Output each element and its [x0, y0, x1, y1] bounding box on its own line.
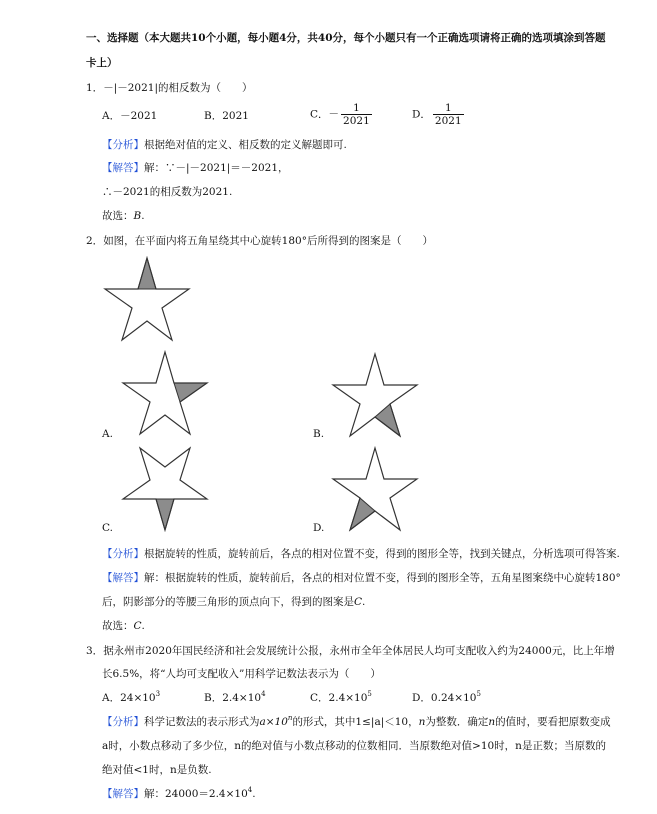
q3-analysis-line3: 绝对值<1时，n是负数.	[102, 764, 212, 776]
original-star-figure	[102, 256, 192, 342]
q3-option-c: C．$2.4\times 10^5$	[310, 690, 372, 704]
option-b-star-outline	[333, 354, 417, 436]
q1-answer: 故选：B.	[102, 210, 145, 222]
q1-option-c: C．－ $\frac{1}{2021}$	[310, 102, 370, 127]
option-c-star-figure	[120, 446, 210, 532]
q1-solution-line2: ∴－2021的相反数为2021.	[102, 186, 233, 198]
q2-option-a-label: A.	[102, 428, 113, 440]
q2-answer: 故选：C.	[102, 620, 145, 632]
question-3-stem-line1: 3．据永州市2020年国民经济和社会发展统计公报，永州市全年全体居民人均可支配收入约为24000元，比上年增	[86, 645, 615, 657]
q2-option-c-label: C.	[102, 522, 113, 534]
option-d-star-figure	[330, 446, 420, 532]
q1-option-a: A．－2021	[102, 110, 158, 122]
q2-solution-line1: 【解答】解：根据旋转的性质，旋转前后，各点的相对位置不变，得到的图形全等，五角星图案绕中心旋转180°	[102, 572, 621, 584]
question-2-stem: 2．如图，在平面内将五角星绕其中心旋转180°后所得到的图案是（ ）	[86, 235, 433, 247]
q2-option-b-label: B.	[313, 428, 325, 440]
q1-solution-line1: 【解答】解：∵－|－2021|＝－2021，	[102, 162, 289, 174]
q3-option-a: A．$24\times 10^3$	[102, 690, 161, 704]
option-d-star-outline	[333, 448, 417, 530]
section-heading-line2: 卡上）	[86, 57, 118, 69]
q3-option-d: D．$0.24\times 10^5$	[412, 690, 481, 704]
q2-analysis: 【分析】根据旋转的性质，旋转前后，各点的相对位置不变，得到的图形全等，找到关键点，分析选项可得答案.	[102, 548, 620, 560]
q1-analysis: 【分析】根据绝对值的定义、相反数的定义解题即可.	[102, 139, 347, 151]
option-a-star-outline	[123, 352, 207, 434]
q3-solution: 【解答】解：$24000=2.4\times 10^4$.	[102, 786, 256, 800]
q1-option-d: D． $\frac{1}{2021}$	[412, 102, 462, 127]
q2-solution-line2: 后，阴影部分的等腰三角形的顶点向下，得到的图案是C.	[102, 596, 366, 608]
original-star-shaded-point	[138, 258, 156, 289]
option-a-star-figure	[120, 350, 210, 436]
question-3-stem-line2: 长6.5%，将“人均可支配收入”用科学记数法表示为（ ）	[102, 668, 381, 680]
option-c-shaded-point	[156, 499, 174, 530]
q3-analysis-line1: 【分析】科学记数法的表示形式为$a\times 10^n$的形式，其中1≤|a|＜10，n为整数．确定n的值时，要看把原数变成	[102, 714, 611, 728]
q3-option-b: B．$2.4\times 10^4$	[204, 690, 266, 704]
q1-option-b: B．2021	[204, 110, 249, 122]
section-heading-line1: 一、选择题（本大题共10个小题，每小题4分，共40分，每个小题只有一个正确选项请将正确的选项填涂到答题	[86, 32, 606, 44]
question-1-stem: 1．－|－2021|的相反数为（ ）	[86, 82, 253, 94]
option-b-star-figure	[330, 352, 420, 438]
q3-analysis-line2: a时，小数点移动了多少位，n的绝对值与小数点移动的位数相同．当原数绝对值>10时，n是正数；当原数的	[102, 740, 606, 752]
q2-option-d-label: D.	[313, 522, 325, 534]
